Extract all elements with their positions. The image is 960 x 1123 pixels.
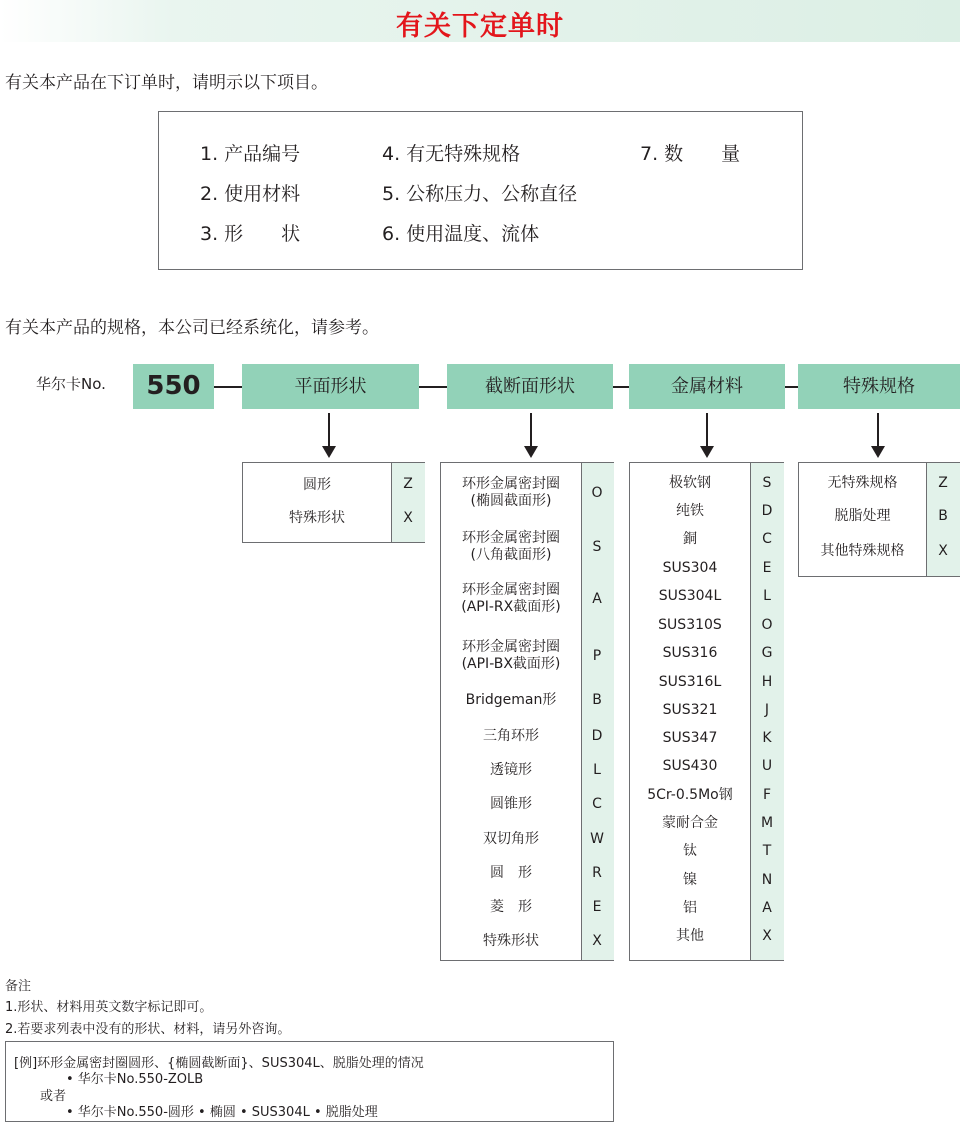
option-code: E: [592, 899, 602, 915]
option-label: 双切角形: [483, 830, 539, 847]
option-code: F: [762, 787, 772, 803]
option-code: Z: [938, 475, 948, 491]
option-code: C: [762, 531, 772, 547]
option-label: SUS304L: [658, 587, 722, 604]
page-title: 有关下定单时: [396, 11, 564, 42]
option-code: Z: [403, 476, 413, 492]
option-code: S: [762, 475, 772, 491]
order-intro: 有关本产品在下订单时，请明示以下项目。: [5, 73, 328, 93]
example-line: 或者: [14, 1089, 67, 1104]
option-label: Bridgeman形: [465, 691, 557, 708]
arrow-down-icon: [524, 446, 538, 458]
option-code: X: [592, 933, 602, 949]
category-special: 特殊规格: [798, 364, 960, 409]
option-code: O: [591, 485, 603, 501]
option-code: B: [938, 508, 948, 524]
option-label: 环形金属密封圈 (API-RX截面形): [461, 582, 561, 615]
option-code: O: [761, 617, 773, 633]
option-code: S: [592, 539, 602, 555]
example-line: [例]环形金属密封圈圆形、{椭圆截断面}、SUS304L、脱脂处理的情况: [14, 1056, 424, 1071]
connector-line: [785, 386, 798, 388]
option-label: SUS321: [662, 701, 718, 718]
option-code: M: [760, 815, 774, 831]
option-code: R: [592, 865, 602, 881]
option-code: X: [403, 510, 413, 526]
category-plane-shape: 平面形状: [242, 364, 419, 409]
option-label: 环形金属密封圈 (椭圆截面形): [462, 476, 560, 509]
arrow-down-icon: [322, 446, 336, 458]
connector-line: [419, 386, 447, 388]
option-code: B: [592, 692, 602, 708]
note-line: 2.若要求列表中没有的形状、材料，请另外咨询。: [5, 1022, 291, 1037]
order-item: 3. 形 状: [200, 223, 301, 245]
option-label: 菱 形: [490, 898, 532, 915]
option-label: SUS316L: [658, 673, 722, 690]
option-code: D: [591, 728, 603, 744]
option-label: 其他: [676, 927, 704, 944]
option-code: T: [762, 843, 772, 859]
order-item: 4. 有无特殊规格: [382, 143, 521, 165]
option-label: 圆 形: [490, 864, 532, 881]
option-label: 銅: [683, 530, 697, 547]
option-code: J: [764, 702, 770, 718]
option-code: H: [761, 674, 773, 690]
option-label: SUS316: [662, 644, 718, 661]
option-label: 环形金属密封圈 (八角截面形): [462, 530, 560, 563]
option-code: N: [761, 872, 773, 888]
option-label: 圆锥形: [490, 795, 532, 812]
option-code: X: [938, 543, 948, 559]
option-label: 三角环形: [483, 727, 539, 744]
option-label: SUS347: [662, 729, 718, 746]
note-line: 1.形状、材料用英文数字标记即可。: [5, 1000, 213, 1015]
option-label: 纯铁: [676, 502, 704, 519]
order-item: 2. 使用材料: [200, 183, 301, 205]
arrow-down-icon: [877, 413, 879, 447]
product-number: 550: [133, 364, 214, 409]
option-label: 极软钢: [669, 474, 711, 491]
option-code: K: [762, 730, 772, 746]
option-label: 蒙耐合金: [662, 814, 718, 831]
connector-line: [613, 386, 629, 388]
option-code: A: [592, 591, 602, 607]
option-code: P: [592, 648, 602, 664]
option-code: X: [762, 928, 772, 944]
option-code: W: [590, 831, 604, 847]
example-line: • 华尔卡No.550-ZOLB: [14, 1072, 204, 1087]
category-cross-section: 截断面形状: [447, 364, 613, 409]
option-code: C: [592, 796, 602, 812]
arrow-down-icon: [700, 446, 714, 458]
arrow-down-icon: [706, 413, 708, 447]
option-label: 铝: [683, 899, 697, 916]
code-column: [581, 463, 614, 960]
order-item: 5. 公称压力、公称直径: [382, 183, 578, 205]
spec-intro: 有关本产品的规格，本公司已经系统化，请参考。: [5, 318, 379, 338]
option-code: L: [763, 588, 771, 604]
option-code: L: [593, 762, 601, 778]
option-label: 特殊形状: [289, 510, 345, 526]
option-label: 镍: [683, 871, 697, 888]
option-code: D: [761, 503, 773, 519]
option-label: 圆形: [303, 477, 331, 493]
order-item: 6. 使用温度、流体: [382, 223, 540, 245]
option-label: 无特殊规格: [827, 474, 898, 491]
arrow-down-icon: [871, 446, 885, 458]
option-label: SUS430: [662, 757, 718, 774]
category-metal: 金属材料: [629, 364, 785, 409]
order-item: 1. 产品编号: [200, 143, 301, 165]
order-item: 7. 数 量: [640, 143, 741, 165]
product-prefix: 华尔卡No.: [36, 375, 106, 393]
option-label: SUS304: [662, 559, 718, 576]
option-label: 钛: [683, 842, 697, 859]
code-column: [391, 463, 425, 542]
option-label: 其他特殊规格: [820, 542, 905, 559]
notes-title: 备注: [5, 979, 32, 994]
option-label: 透镜形: [490, 761, 532, 778]
option-code: G: [761, 645, 773, 661]
option-label: 特殊形状: [483, 932, 539, 949]
option-code: U: [761, 758, 773, 774]
arrow-down-icon: [530, 413, 532, 447]
option-label: 环形金属密封圈 (API-BX截面形): [461, 639, 561, 672]
option-label: 5Cr-0.5Mo钢: [647, 786, 733, 803]
option-label: SUS310S: [658, 616, 722, 633]
option-code: E: [762, 560, 772, 576]
arrow-down-icon: [328, 413, 330, 447]
example-line: • 华尔卡No.550-圆形 • 椭圆 • SUS304L • 脱脂处理: [14, 1105, 378, 1120]
option-label: 脱脂处理: [834, 507, 891, 524]
option-code: A: [762, 900, 772, 916]
connector-line: [214, 386, 242, 388]
